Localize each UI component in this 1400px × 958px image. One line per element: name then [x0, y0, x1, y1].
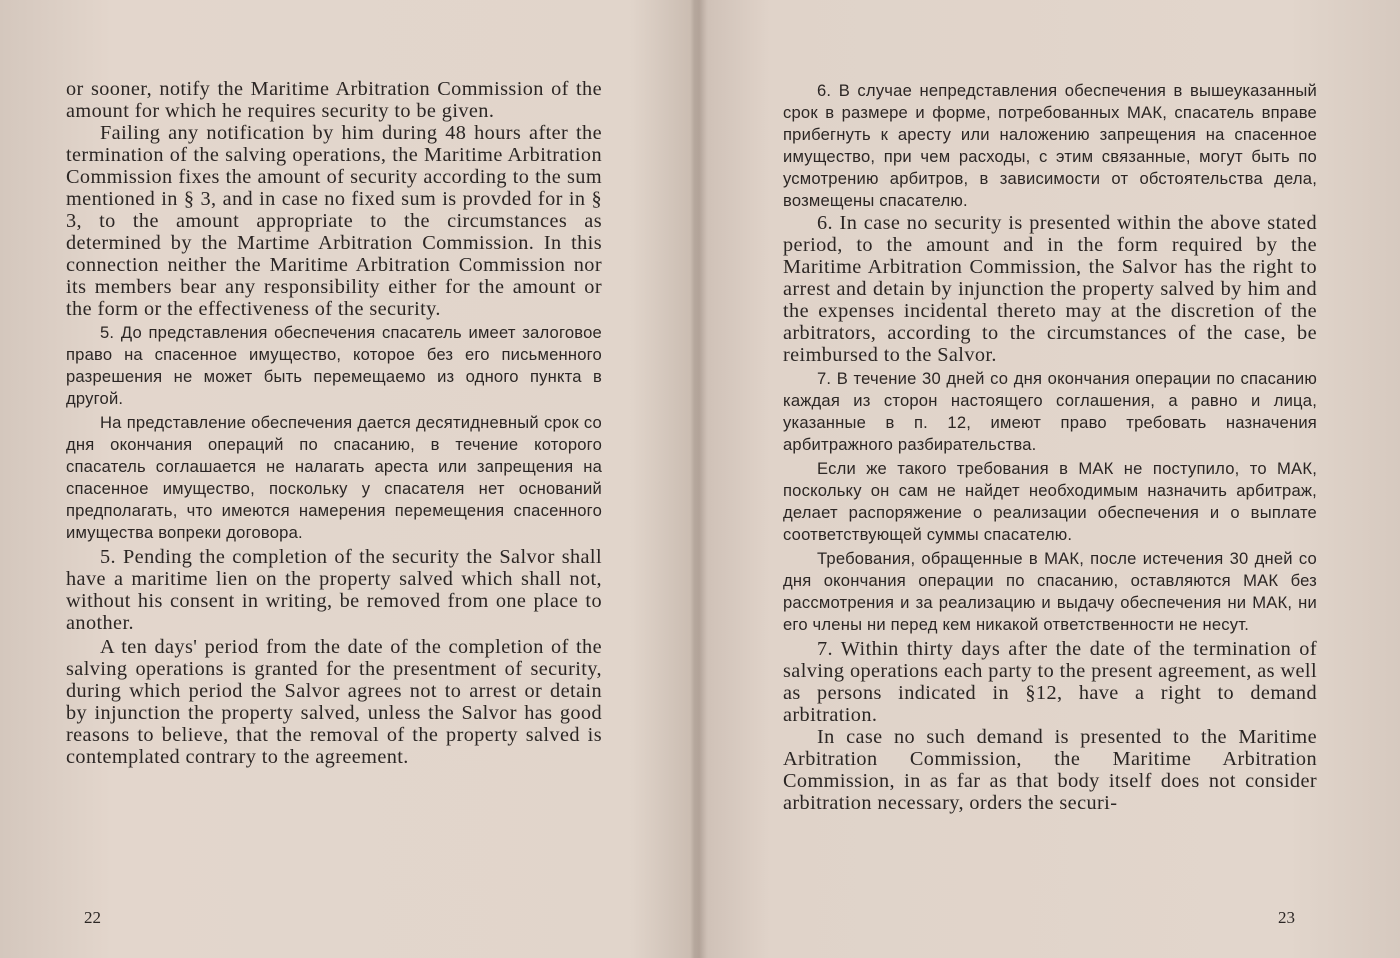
left-paragraph-6: A ten days' period from the date of the completion of the salving operations is granted for the presentment of security, during which period the Salvor agrees not to arrest or detain by injunction the property salved, unless the Salvor has good reasons to believe, that the removal of the property salved is contemplated contrary to the agreement. — [66, 636, 602, 768]
left-paragraph-3: 5. До представления обеспечения спасатель имеет залоговое право на спасенное имущество, которое без его письменного разрешения не может быть перемещаемо из одного пункта в другой. — [66, 323, 602, 408]
right-paragraph-5: Требования, обращенные в МАК, после истечения 30 дней со дня окончания операции по спасанию, оставляются МАК без рассмотрения и за реализацию и выдачу обеспечения ни МАК, ни его члены ни перед кем никакой ответственности не несут. — [783, 549, 1317, 634]
left-paragraph-2: Failing any notification by him during 48 hours after the termination of the salving operations, the Maritime Arbitration Commission fixes the amount of security according to the sum mentioned in § 3, and in case no fixed sum is provded for in § 3, to the amount appropriate to the circumstances as determined by the Martime Arbitration Commission. In this connection neither the Maritime Arbitration Commission nor its members bear any responsibility either for the amount or the form or the effectiveness of the security. — [66, 122, 602, 320]
right-paragraph-3: 7. В течение 30 дней со дня окончания операции по спасанию каждая из сторон настоящего соглашения, а равно и лица, указанные в п. 12, имеют право требовать назначения арбитражного разбирательства. — [783, 369, 1317, 454]
left-paragraph-4: На представление обеспечения дается десятидневный срок со дня окончания операций по спасанию, в течение которого спасатель соглашается не налагать ареста или запрещения на спасенное имущество, поскольку у спасателя нет оснований предполагать, что имеются намерения перемещения спасенного имущества вопреки договора. — [66, 413, 602, 542]
right-page-text — [783, 80, 1317, 814]
right-paragraph-6: 7. Within thirty days after the date of the termination of salving operations each party to the present agreement, as well as persons indicated in §12, have a right to demand arbitration. — [783, 638, 1317, 726]
left-page-text — [66, 78, 602, 768]
left-page-number: 22 — [84, 908, 101, 927]
right-paragraph-1: 6. В случае непредставления обеспечения в вышеуказанный срок в размере и форме, потребованных МАК, спасатель вправе прибегнуть к аресту или наложению запрещения на спасенное имущество, при чем расходы, с этим связанные, могут быть по усмотрению арбитров, в зависимости от обстоятельства дела, возмещены спасателю. — [783, 81, 1317, 210]
left-paragraph-1: or sooner, notify the Maritime Arbitration Commission of the amount for which he requires security to be given. — [66, 78, 602, 122]
left-paragraph-5: 5. Pending the completion of the security the Salvor shall have a maritime lien on the property salved which shall not, without his consent in writing, be removed from one place to another. — [66, 546, 602, 634]
right-page-number: 23 — [1278, 908, 1295, 927]
right-paragraph-4: Если же такого требования в МАК не поступило, то МАК, поскольку он сам не найдет необходимым назначить арбитраж, делает распоряжение о реализации обеспечения и о выплате соответствующей суммы спасателю. — [783, 459, 1317, 544]
book-fold — [690, 0, 708, 958]
right-paragraph-2: 6. In case no security is presented within the above stated period, to the amount and in the form required by the Maritime Arbitration Commission, the Salvor has the right to arrest and detain by injunction the property salved by him and the expenses incidental thereto may at the discretion of the arbitrators, according to the circumstances of the case, be reimbursed to the Salvor. — [783, 212, 1317, 366]
right-paragraph-7: In case no such demand is presented to the Maritime Arbitration Commission, the Maritime Arbitration Commission, in as far as that body itself does not consider arbitration necessary, orders the securi- — [783, 726, 1317, 814]
